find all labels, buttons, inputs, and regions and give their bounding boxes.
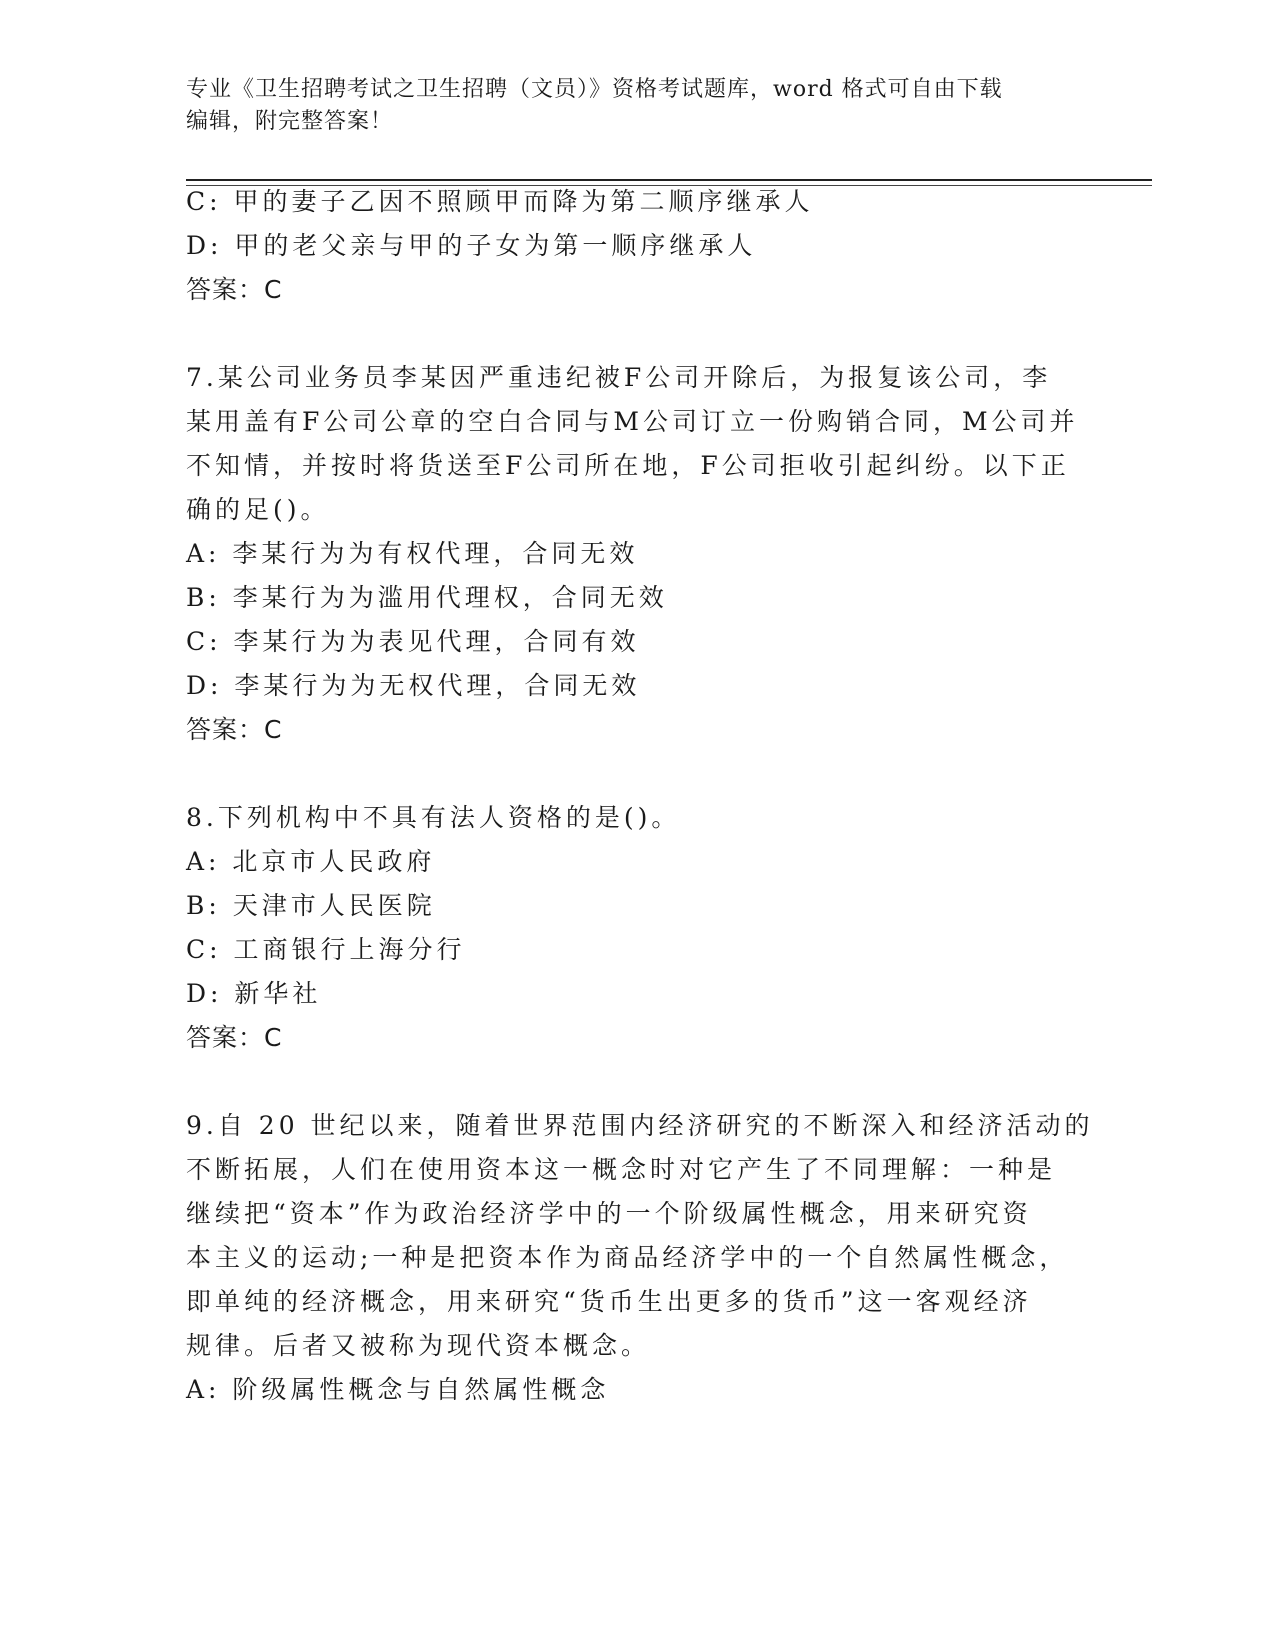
- q6-option-c: C: 甲的妻子乙因不照顾甲而降为第二顺序继承人: [186, 187, 814, 216]
- q8-option-b: B: 天津市人民医院: [186, 891, 436, 920]
- q8-answer: 答案：C: [186, 1023, 283, 1052]
- q7-question-line-1: 7.某公司业务员李某因严重违纪被F公司开除后，为报复该公司，李: [186, 363, 1052, 392]
- document-header: [186, 74, 1086, 138]
- q7-option-a: A: 李某行为为有权代理，合同无效: [186, 539, 639, 568]
- q6-answer: 答案：C: [186, 275, 283, 304]
- q8-option-c: C: 工商银行上海分行: [186, 935, 466, 964]
- q9-option-a: A: 阶级属性概念与自然属性概念: [186, 1375, 610, 1404]
- q7-option-c: C: 李某行为为表见代理，合同有效: [186, 627, 640, 656]
- q9-question-line-5: 即单纯的经济概念，用来研究“货币生出更多的货币”这一客观经济: [186, 1287, 1032, 1316]
- q9-question-line-3: 继续把“资本”作为政治经济学中的一个阶级属性概念，用来研究资: [186, 1199, 1032, 1228]
- q9-question-line-1: 9.自 20 世纪以来，随着世界范围内经济研究的不断深入和经济活动的: [186, 1111, 1094, 1140]
- q9-question-line-4: 本主义的运动;一种是把资本作为商品经济学中的一个自然属性概念，: [186, 1243, 1069, 1272]
- q9-question-line-6: 规律。后者又被称为现代资本概念。: [186, 1331, 651, 1360]
- q6-option-d: D: 甲的老父亲与甲的子女为第一顺序继承人: [186, 231, 757, 260]
- q7-option-b: B: 李某行为为滥用代理权，合同无效: [186, 583, 668, 612]
- header-line-2: 编辑，附完整答案！: [186, 109, 394, 134]
- q8-question: 8.下列机构中不具有法人资格的是()。: [186, 803, 681, 832]
- q7-answer: 答案：C: [186, 715, 283, 744]
- q8-option-a: A: 北京市人民政府: [186, 847, 436, 876]
- header-line-1: 专业《卫生招聘考试之卫生招聘（文员）》资格考试题库，word 格式可自由下载: [186, 77, 1003, 102]
- q9-question-line-2: 不断拓展，人们在使用资本这一概念时对它产生了不同理解：一种是: [186, 1155, 1057, 1184]
- header-rule-thick: [186, 179, 1152, 181]
- q7-question-line-2: 某用盖有F公司公章的空白合同与M公司订立一份购销合同，M公司并: [186, 407, 1079, 436]
- q7-question-line-4: 确的足()。: [186, 495, 330, 524]
- q7-question-line-3: 不知情，并按时将货送至F公司所在地，F公司拒收引起纠纷。以下正: [186, 451, 1070, 480]
- q7-option-d: D: 李某行为为无权代理，合同无效: [186, 671, 641, 700]
- q8-option-d: D: 新华社: [186, 979, 322, 1008]
